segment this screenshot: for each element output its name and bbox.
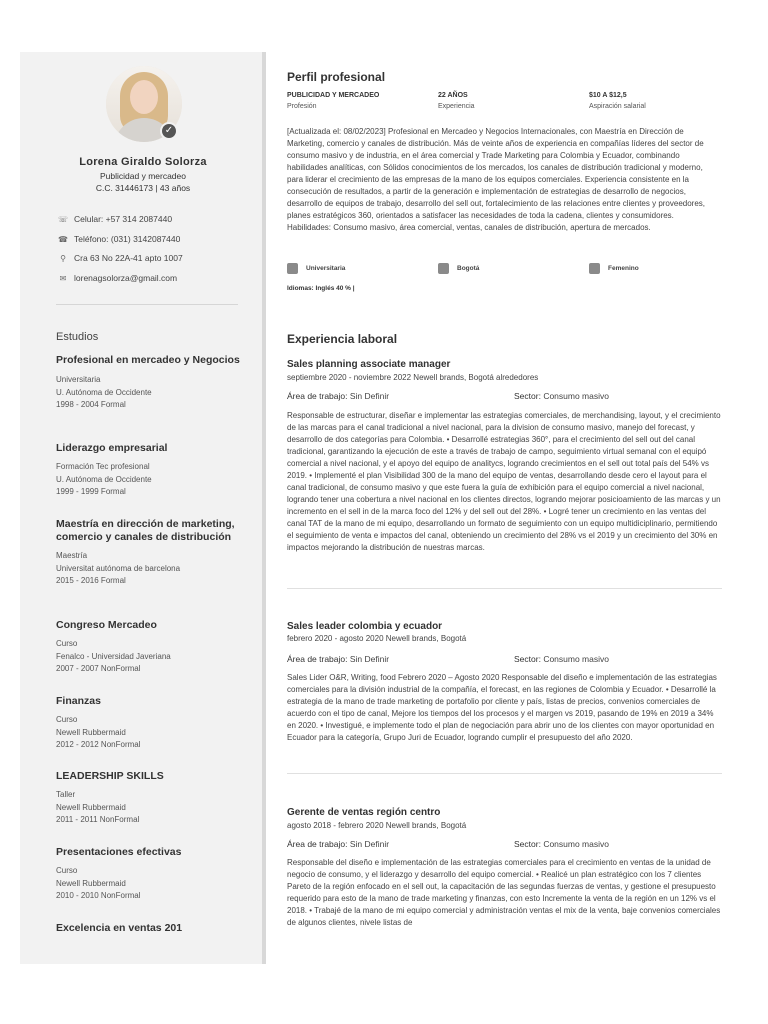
study-level: Curso [56, 715, 78, 724]
study-institution: U. Autónoma de Occidente [56, 387, 152, 397]
study-title: Finanzas [56, 695, 101, 707]
salary-label: Aspiración salarial [589, 103, 646, 110]
sidebar-divider [56, 304, 238, 305]
phone-icon: ☏ [57, 214, 68, 224]
study-institution: U. Autónoma de Occidente [56, 474, 152, 484]
job-description: Responsable del diseño e implementación de las estrategias comerciales para el crecimiento en ventas de la unidad de negocio de consumo, y el liderazgo y desarrollo del equipo comercial. • Realicé un plan estratégico con los 7 clientes Pareto de la región enfocado en el sell out, la capacitación de las segundas fuerzas de ventas, y gestione el presupuesto requerido para esto de la mano de trade marketing y finanzas, con esto Incremente la venta de la región en un 12% vs el 2018. • Trabajé de la mano de mi equipo comercial y administración ventas el mix de la venta, baje convenios comerciales de algunos clientes, nivele listas de [287, 858, 721, 927]
study-institution: Newell Rubbermaid [56, 802, 126, 812]
profession-value: PUBLICIDAD Y MERCADEO [287, 92, 380, 99]
study-title: Presentaciones efectivas [56, 846, 182, 858]
job-description: Responsable de estructurar, diseñar e implementar las estrategias comerciales, de merchandising, layout, y el crecimiento de las marcas para el canal tradicional a nivel nacional, para la division de consumo masivo, manejo del forecast, y desarrollo de dos categorías para Colombia. • Desarrollé estrategias 360°, para el crecimiento del sell out del canal tradicional, garantizando la ejecución de este a través de trabajo de campo, seguimiento virtual semanal con el equipó comercial a nivel nacional, y el apoyo del equipo de analitycs, logrando crecimientos en el sell out total país del 54% vs 2019. • Implementé el plan Visibilidad 300 de la mano del equipo de ventas, desarrollando desde cero el layout para el canal tradicional, de consumo masivo y que este fuera la guía de exhibición para el equipo comercial a nivel nacional, logrando tener una cobertura a nivel nacional en los clientes directos, logrando mejorar posicioamiento de las marcas y un incremento en el sell in de la marca foco del 12% y del sell out del 28%. • Logré tener un crecimiento en las ventas del canal TAT de la mano de mi equipo, desarrollando un formato de seguimiento con un equipo multidiciplinario, permitiendo el seguimiento de venta e impactos del canal, obteniendo un crecimiento del 28% vs el 2019 y un crecimiento del 30% en impactos mejorando la distribución de nuestras marcas. [287, 411, 721, 552]
study-institution: Newell Rubbermaid [56, 727, 126, 737]
study-item [56, 846, 246, 903]
sector-value: Consumo masivo [543, 839, 609, 849]
person-icon [589, 263, 600, 274]
study-level: Universitaria [56, 375, 101, 384]
area-label: Área de trabajo: [287, 654, 348, 664]
area-value: Sin Definir [349, 391, 390, 401]
study-institution: Fenalco - Universidad Javeriana [56, 651, 171, 661]
sidebar-edge [262, 52, 266, 964]
contact-email-text[interactable]: lorenagsolorza@gmail.com [74, 273, 178, 283]
study-dates: 2010 - 2010 NonFormal [56, 891, 141, 900]
city-badge: Bogotá [457, 265, 480, 272]
studies-title: Estudios [56, 331, 99, 343]
profile-summary: [Actualizada el: 08/02/2023] Profesional en Mercadeo y Negocios Internacionales, con Maestría en Dirección de Marketing, comercio y canales de distribución. Más de veinte años de experiencia en compañías líderes del sector de consumo masivo y de industria, en el área comercial y Trade Marketing para Colombia y Ecuador, combinando habilidades analíticas, con Sólidos conocimientos de los mercados, los canales de distribución tradicional y moderno, para liderar el crecimiento de las empresas de la mano de los equipos comerciales. Experiencia consistente en la consecución de resultados, a partir de la generación e implementación de estrategias de desarrollo de negocios, desarrollo de equipos de trabajo, desarrollo del sell out, fortalecimiento de las relaciones entre clientes y proveedores, planes estratégicos 360, orientados a satisfacer las necesidades de toda la cadena, clientes y consumidores. Habilidades: Consumo masivo, área comercial, ventas, canales de distribución, apertura de mercados. [287, 127, 706, 232]
job-date: septiembre 2020 - noviembre 2022 Newell brands, Bogotá alrededores [287, 373, 539, 382]
education-level-badge: Universitaria [306, 265, 346, 272]
job-title: Sales leader colombia y ecuador [287, 621, 443, 632]
profession-label: Profesión [287, 103, 317, 110]
study-item [56, 695, 246, 752]
location-icon [438, 263, 449, 274]
study-title: LEADERSHIP SKILLS [56, 770, 164, 782]
contact-phone-text: Celular: +57 314 2087440 [74, 214, 173, 224]
study-level: Taller [56, 790, 76, 799]
study-title: Liderazgo empresarial [56, 442, 168, 454]
sector-value: Consumo masivo [543, 391, 609, 401]
study-dates: 2012 - 2012 NonFormal [56, 740, 141, 749]
study-item [56, 518, 246, 588]
study-dates: 1998 - 2004 Formal [56, 400, 126, 409]
salary-value: $10 A $12,5 [589, 92, 627, 99]
location-icon: ⚲ [60, 253, 66, 263]
job-description: Sales Lider O&R, Writing, food Febrero 2020 – Agosto 2020 Responsable del diseño e implementación de las estrategias comerciales para la división industrial de la compañía, el forecast, en las regiones de Colombia y Ecuador. • Desarrollé la estrategia de la mano de trade marketing de portafolio por cliente y país, listas de precios, convenios comerciales de acuerdo con el tipo de canal, Mejore los tiempos del los procesos y el margen vs 2019, pasando de 19% en 2019 a 34% en 2020. • Investigué, e implemente todo el plan de negociación para abrir uno de los clientes con mayor oportunidad en Ecuador para la categoría, Grupo Juri de Ecuador, logrando cumplir el presupuesto del año 2020. [287, 673, 717, 742]
job-date: febrero 2020 - agosto 2020 Newell brands, Bogotá [287, 634, 467, 643]
study-title: Profesional en mercadeo y Negocios [56, 354, 240, 366]
contact-email[interactable] [56, 273, 177, 283]
study-level: Maestría [56, 551, 88, 560]
contact-landline [56, 234, 180, 244]
study-item [56, 770, 246, 827]
study-level: Curso [56, 866, 78, 875]
gender-badge: Femenino [608, 265, 639, 272]
study-title: Excelencia en ventas 201 [56, 922, 183, 934]
experience-label: Experiencia [438, 103, 475, 110]
study-institution: Universitat autónoma de barcelona [56, 563, 181, 573]
study-item [56, 442, 246, 499]
experience-value: 22 AÑOS [438, 92, 468, 99]
profile-section-title: Perfil profesional [287, 70, 386, 84]
study-item [56, 354, 246, 412]
sector-label: Sector: [514, 391, 541, 401]
area-value: Sin Definir [349, 654, 390, 664]
job-title: Gerente de ventas región centro [287, 807, 441, 818]
study-title: Congreso Mercadeo [56, 619, 157, 631]
sector-value: Consumo masivo [543, 654, 609, 664]
study-level: Formación Tec profesional [56, 462, 150, 471]
study-item [56, 619, 246, 676]
sector-label: Sector: [514, 654, 541, 664]
study-dates: 1999 - 1999 Formal [56, 487, 126, 496]
job-date: agosto 2018 - febrero 2020 Newell brands, Bogotá [287, 821, 467, 830]
job-sector [514, 391, 609, 401]
study-dates: 2007 - 2007 NonFormal [56, 664, 141, 673]
job-sector [514, 839, 609, 849]
sidebar [20, 52, 266, 964]
contact-address-text: Cra 63 No 22A-41 apto 1007 [74, 253, 183, 263]
area-label: Área de trabajo: [287, 839, 348, 849]
job-sector [514, 654, 609, 664]
study-item [56, 922, 246, 935]
study-dates: 2015 - 2016 Formal [56, 576, 126, 585]
study-dates: 2011 - 2011 NonFormal [56, 815, 140, 824]
study-title: Maestría en dirección de marketing, comercio y canales de distribución [56, 518, 235, 543]
verified-check-icon: ✓ [160, 122, 178, 140]
mail-icon: ✉ [59, 273, 67, 283]
job-area [287, 654, 389, 664]
area-value: Sin Definir [349, 839, 390, 849]
job-area [287, 391, 389, 401]
candidate-subtitle: Publicidad y mercadeo [100, 171, 186, 181]
study-institution: Newell Rubbermaid [56, 878, 126, 888]
avatar [106, 66, 182, 142]
landline-icon: ☎ [58, 234, 68, 244]
contact-phone [56, 214, 172, 224]
job-area [287, 839, 389, 849]
area-label: Área de trabajo: [287, 391, 348, 401]
sector-label: Sector: [514, 839, 541, 849]
job-title: Sales planning associate manager [287, 359, 451, 370]
candidate-name: Lorena Giraldo Solorza [79, 156, 207, 168]
university-icon [287, 263, 298, 274]
study-level: Curso [56, 639, 78, 648]
job-divider [287, 773, 722, 774]
languages: Idiomas: Inglés 40 % | [287, 285, 355, 292]
job-divider [287, 588, 722, 589]
experience-section-title: Experiencia laboral [287, 332, 398, 346]
contact-landline-text: Teléfono: (031) 3142087440 [74, 234, 181, 244]
candidate-id-age: C.C. 31446173 | 43 años [95, 183, 191, 193]
contact-address [56, 253, 183, 263]
